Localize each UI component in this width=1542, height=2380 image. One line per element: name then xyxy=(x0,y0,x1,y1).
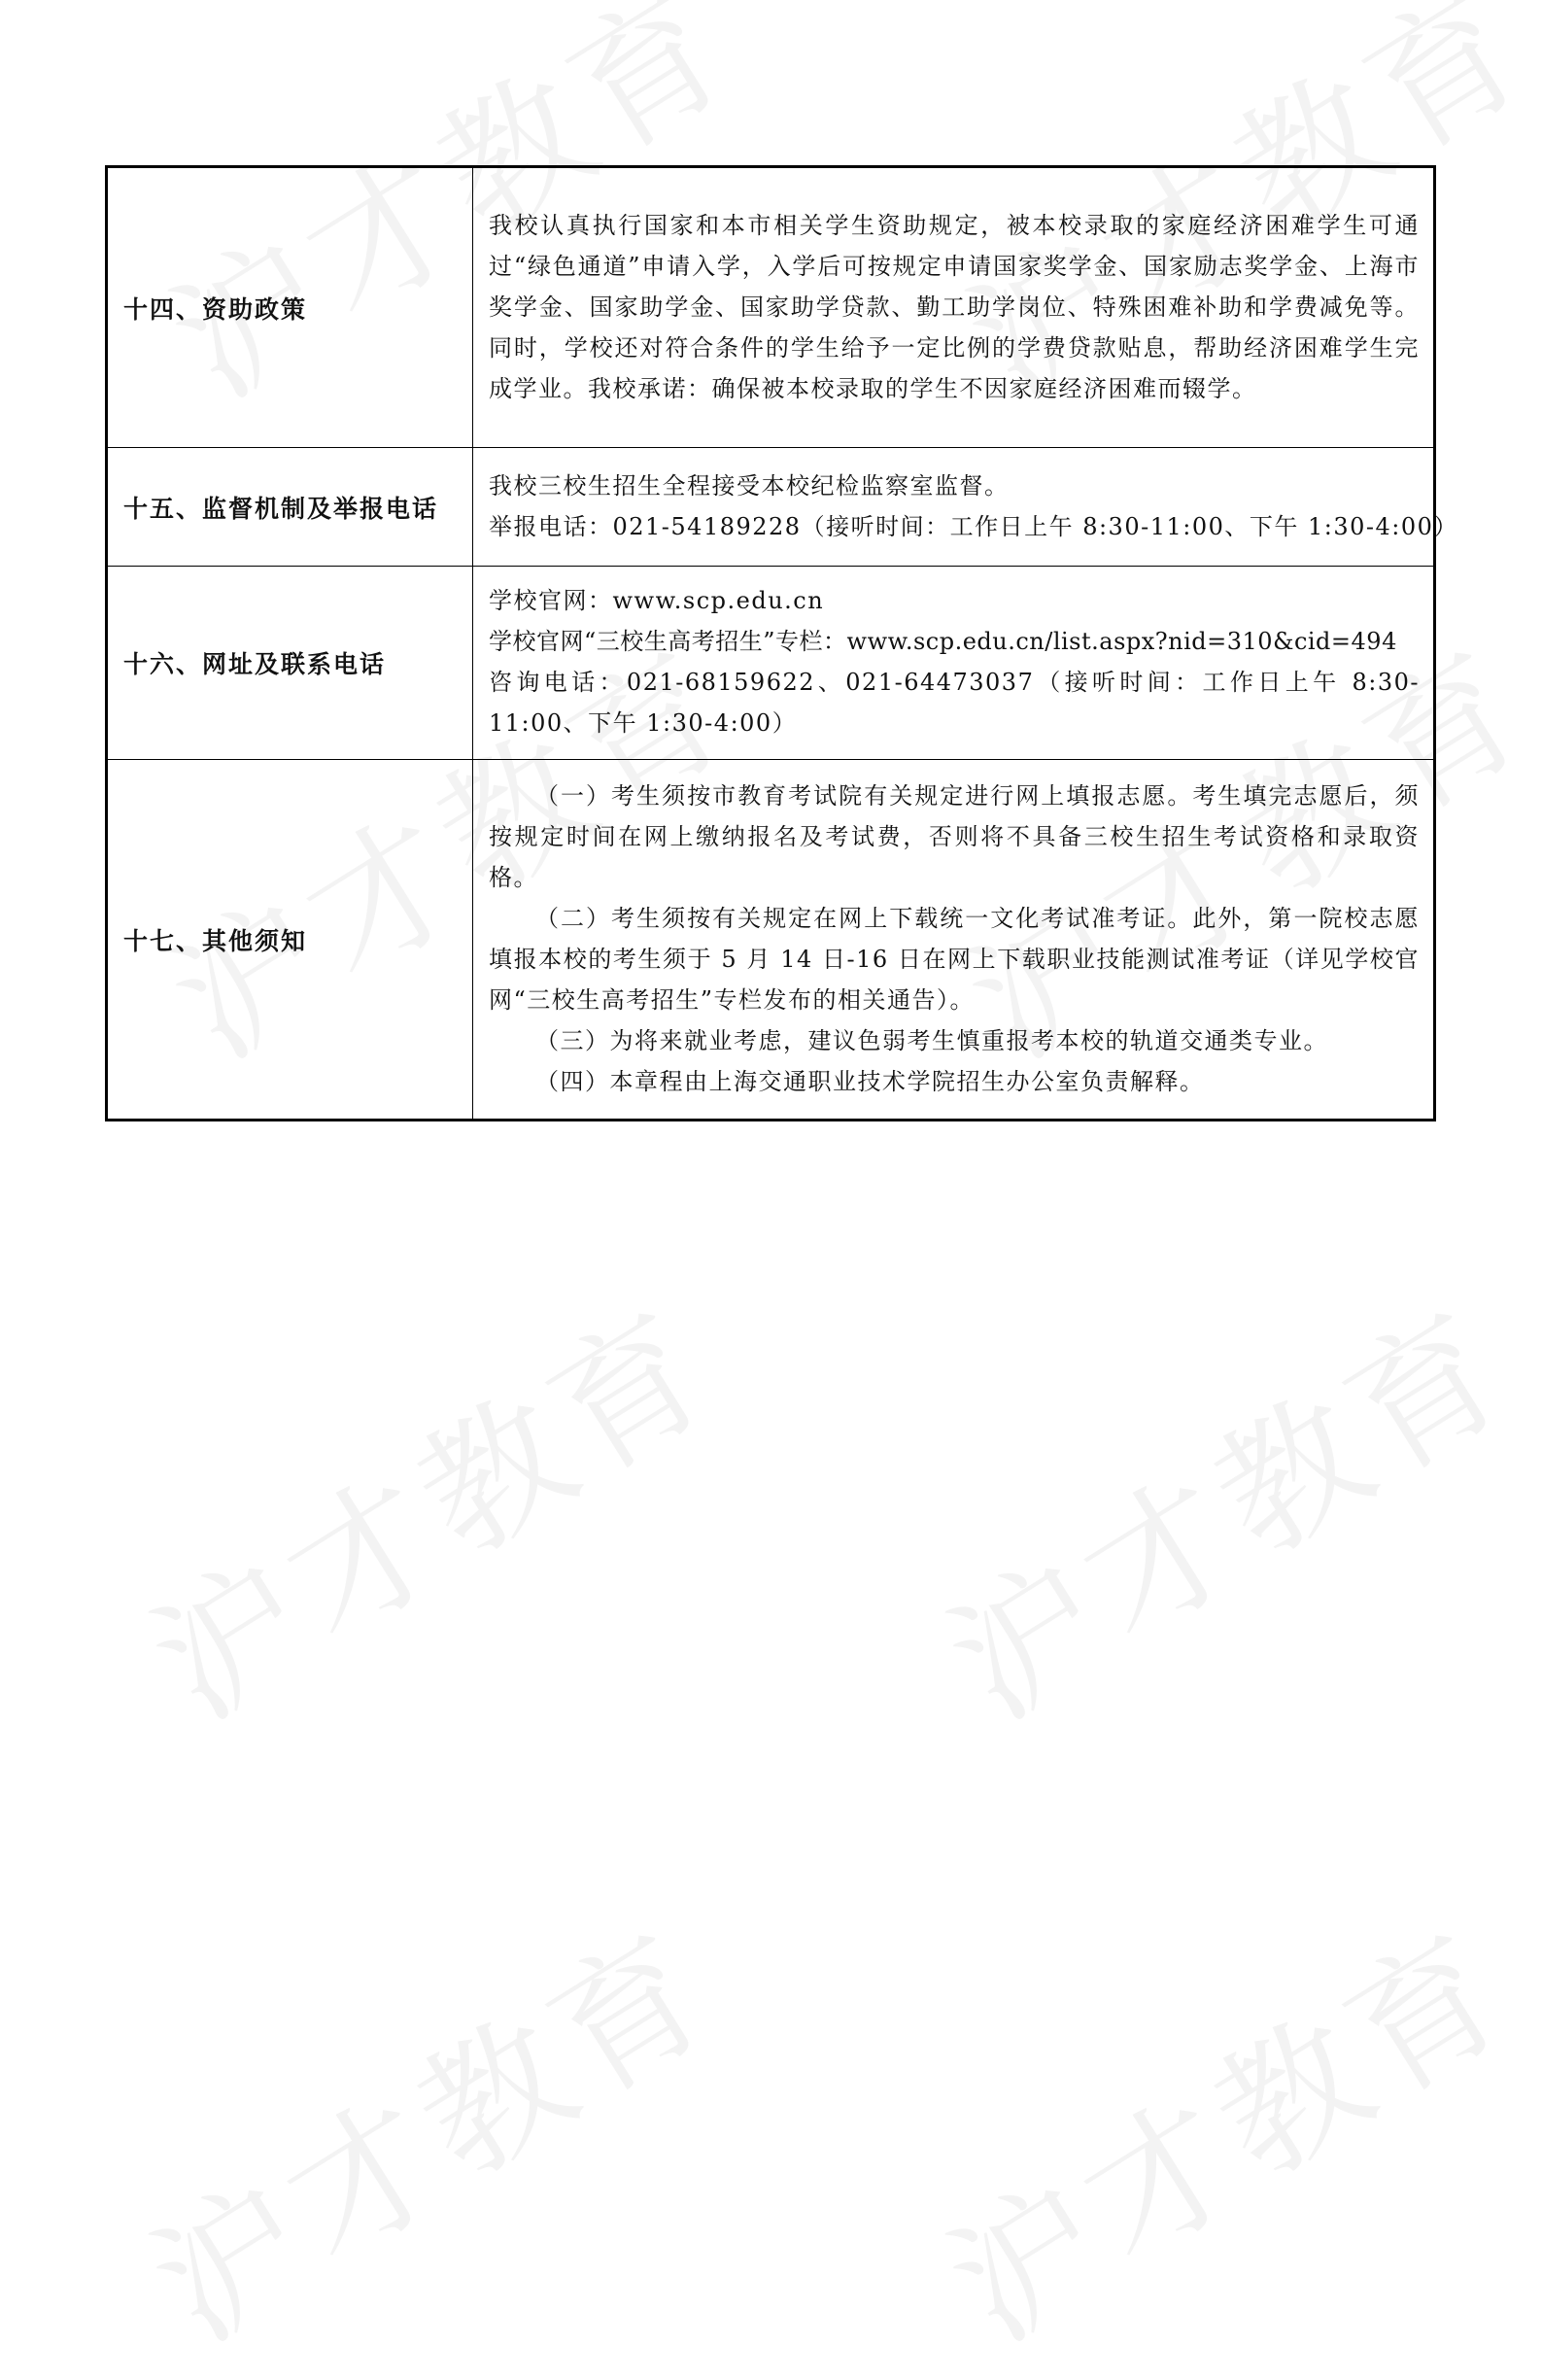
table-row xyxy=(107,567,1435,760)
watermark-text xyxy=(108,1251,746,1758)
watermark-text xyxy=(905,1873,1542,2380)
notice-paragraph-1: （一）考生须按市教育考试院有关规定进行网上填报志愿。考生填完志愿后，须按规定时间在网上缴纳报名及考试费，否则将不具备三校生招生考试资格和录取资格。 xyxy=(489,781,1420,891)
website-contact-text xyxy=(473,567,1435,760)
admission-info-table xyxy=(105,165,1458,1121)
row-label-website-contact: 十六、网址及联系电话 xyxy=(107,567,473,760)
table-row xyxy=(107,448,1435,567)
watermark-text xyxy=(905,1251,1542,1758)
other-notices-text xyxy=(473,760,1435,1121)
notice-paragraph-4: （四）本章程由上海交通职业技术学院招生办公室负责解释。 xyxy=(535,1067,1205,1095)
supervision-line: 我校三校生招生全程接受本校纪检监察室监督。 xyxy=(489,471,1010,500)
row-label-other-notices: 十七、其他须知 xyxy=(107,760,473,1121)
official-website-line: 学校官网：www.scp.edu.cn xyxy=(489,587,825,614)
notice-paragraph-3: （三）为将来就业考虑，建议色弱考生慎重报考本校的轨道交通类专业。 xyxy=(535,1026,1328,1054)
watermark-text xyxy=(108,1873,746,2380)
notice-paragraph-2: （二）考生须按有关规定在网上下载统一文化考试准考证。此外，第一院校志愿填报本校的考生须于 5 月 14 日-16 日在网上下载职业技能测试准考证（详见学校官网“三校生高考招生”专栏发布的相关通告）。 xyxy=(489,904,1420,1014)
supervision-text xyxy=(473,448,1458,567)
table-row xyxy=(107,167,1435,448)
row-label-supervision: 十五、监督机制及举报电话 xyxy=(107,448,473,567)
financial-aid-text xyxy=(473,167,1435,448)
table-row xyxy=(107,760,1435,1121)
financial-aid-paragraph: 我校认真执行国家和本市相关学生资助规定，被本校录取的家庭经济困难学生可通过“绿色通道”申请入学，入学后可按规定申请国家奖学金、国家励志奖学金、上海市奖学金、国家助学金、国家助学贷款、勤工助学岗位、特殊困难补助和学费减免等。同时，学校还对符合条件的学生给予一定比例的学费贷款贴息，帮助经济困难学生完成学业。我校承诺：确保被本校录取的学生不因家庭经济困难而辍学。 xyxy=(489,211,1420,402)
admission-column-link[interactable]: 学校官网“三校生高考招生”专栏：www.scp.edu.cn/list.aspx?nid=310&cid=494 xyxy=(489,628,1397,655)
report-phone-line: 举报电话：021-54189228（接听时间：工作日上午 8:30-11:00、下午 1:30-4:00） xyxy=(489,512,1458,540)
row-label-financial-aid: 十四、资助政策 xyxy=(107,167,473,448)
consult-phone-line: 咨询电话：021-68159622、021-64473037（接听时间：工作日上午 8:30-11:00、下午 1:30-4:00） xyxy=(489,669,1420,737)
